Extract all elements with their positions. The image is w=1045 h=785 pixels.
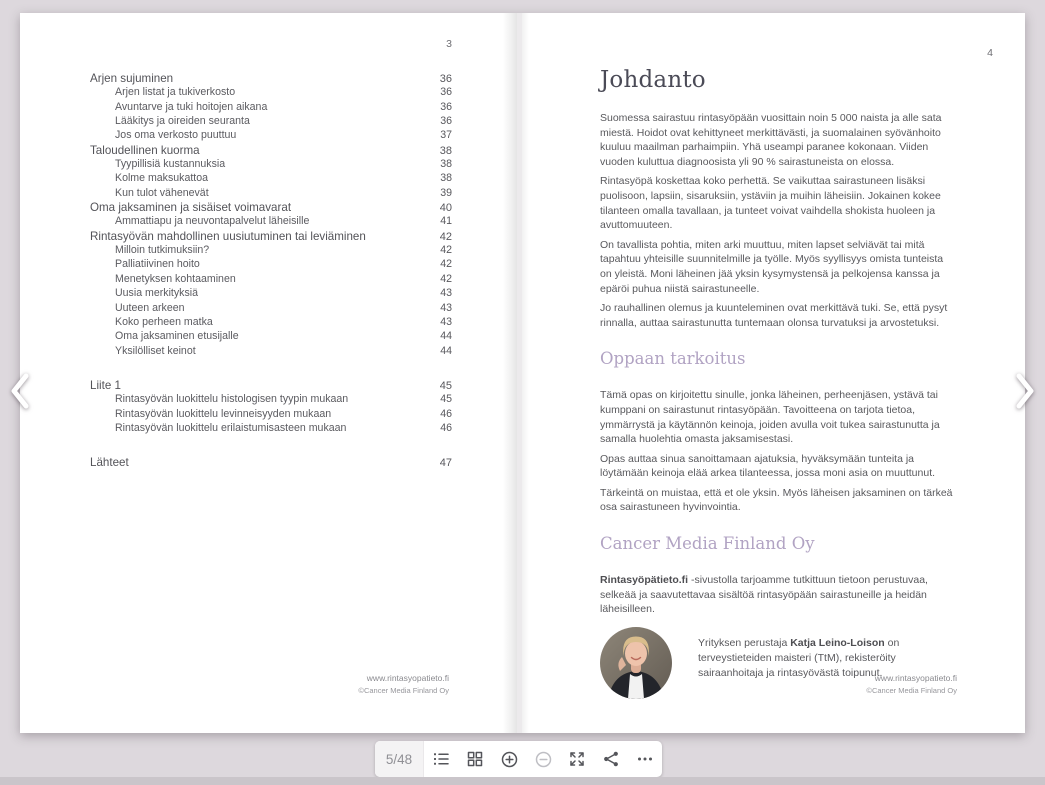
toc	[90, 72, 452, 471]
toc-entry-page: 42	[440, 244, 452, 257]
toc-entry-page: 47	[439, 457, 452, 470]
toc-entry	[90, 158, 452, 172]
toc-entry-label: Rintasyövän mahdollinen uusiutuminen tai leviäminen	[90, 229, 366, 243]
fullscreen-button[interactable]	[560, 741, 594, 777]
toc-entry-label: Rintasyövän luokittelu levinneisyyden mukaan	[115, 407, 332, 420]
toc-entry-page: 43	[440, 315, 452, 328]
toc-entry	[90, 215, 452, 229]
toc-entry	[90, 345, 452, 359]
toc-entry-page: 37	[440, 129, 452, 142]
toc-entry-label: Oma jaksaminen etusijalle	[115, 330, 239, 343]
toc-entry	[90, 201, 452, 215]
toc-entry	[90, 379, 452, 393]
toc-entry	[90, 456, 452, 470]
section-heading-about: Cancer Media Finland Oy	[600, 534, 815, 554]
toc-entry-page: 41	[440, 215, 452, 228]
toc-entry-page: 40	[439, 202, 452, 215]
toc-entry-label: Taloudellinen kuorma	[90, 143, 200, 157]
toc-entry-label: Avuntarve ja tuki hoitojen aikana	[115, 100, 268, 113]
share-button[interactable]	[594, 741, 628, 777]
more-icon	[636, 750, 654, 768]
toc-entry-page: 38	[440, 172, 452, 185]
toc-entry-page: 38	[439, 144, 452, 157]
toc-entry	[90, 316, 452, 330]
viewer-toolbar	[375, 741, 662, 777]
toc-entry-page: 38	[440, 158, 452, 171]
toc-entry-label: Tyypillisiä kustannuksia	[115, 158, 226, 171]
toc-entry	[90, 115, 452, 129]
footer-website: www.rintasyopatieto.fi	[874, 673, 957, 683]
toc-entry-label: Jos oma verkosto puuttuu	[115, 129, 237, 142]
toc-entry-page: 36	[440, 86, 452, 99]
page-title: Johdanto	[600, 67, 706, 93]
toc-entry-page: 42	[439, 230, 452, 243]
footer-copyright: ©Cancer Media Finland Oy	[866, 685, 957, 695]
toc-entry-page: 43	[440, 287, 452, 300]
toc-entry-label: Rintasyövän luokittelu histologisen tyypin mukaan	[115, 393, 349, 406]
toc-entry	[90, 393, 452, 407]
toc-entry	[90, 273, 452, 287]
tarkoitus-paragraphs	[600, 388, 957, 515]
toc-entry-label: Menetyksen kohtaaminen	[115, 272, 236, 285]
page-left-toc[interactable]	[20, 13, 517, 733]
toc-entry-page: 46	[440, 407, 452, 420]
toc-entry	[90, 244, 452, 258]
thumbnails-button[interactable]	[458, 741, 492, 777]
toc-entry-page: 45	[440, 393, 452, 406]
section-heading-tarkoitus: Oppaan tarkoitus	[600, 349, 746, 369]
toc-entry-label: Oma jaksaminen ja sisäiset voimavarat	[90, 201, 292, 215]
toc-entry-label: Lääkitys ja oireiden seuranta	[115, 115, 250, 128]
toc-entry-page: 39	[440, 186, 452, 199]
toc-entry-page: 44	[440, 330, 452, 343]
thumbnail-grid-icon	[466, 750, 484, 768]
toc-entry-page: 36	[440, 100, 452, 113]
footer-website: www.rintasyopatieto.fi	[366, 673, 449, 683]
toc-entry-label: Koko perheen matka	[115, 315, 213, 328]
next-page-button[interactable]	[1012, 371, 1038, 411]
toc-entry	[90, 172, 452, 186]
toc-entry	[90, 129, 452, 143]
toc-entry-page: 36	[440, 115, 452, 128]
footer-copyright: ©Cancer Media Finland Oy	[358, 685, 449, 695]
paragraph: On tavallista pohtia, miten arki muuttuu, miten lapset selviävät tai mitä tapahtuu yhteisille suunnitelmille ja työlle. Myös syyllisyys omista tunteista on yleistä. Moni läheinen jää yksin kysymystensä ja pelkojensa kanssa ja epäröi puhua niistä sairastuneelle.	[600, 238, 944, 295]
zoom-in-button[interactable]	[492, 741, 526, 777]
chevron-right-icon	[1012, 371, 1038, 411]
more-button[interactable]	[628, 741, 662, 777]
page-indicator[interactable]: 5/48	[375, 741, 424, 777]
about-intro	[600, 573, 957, 617]
toc-entry-page: 45	[439, 379, 452, 392]
share-icon	[602, 750, 620, 768]
page-footer-right	[866, 674, 957, 694]
chevron-left-icon	[7, 371, 33, 411]
toc-entry	[90, 330, 452, 344]
paragraph: Rintasyöpä koskettaa koko perhettä. Se vaikuttaa sairastuneen lisäksi puolisoon, lapsiin, sisaruksiin, ystäviin ja muihin läheisiin. Jokainen kokee tilanteen omalla tavallaan, ja tunteet voivat vaihdella shokista huoleen ja avuttomuuteen.	[600, 175, 941, 232]
toc-entry-label: Milloin tutkimuksiin?	[115, 244, 210, 257]
article-content	[600, 13, 957, 699]
toc-entry	[90, 258, 452, 272]
paragraph: Jo rauhallinen olemus ja kuunteleminen ovat merkittävä tuki. Se, että pysyt rinnalla, auttaa sairastunutta tuntemaan olonsa turvatuksi ja arvostetuksi.	[600, 302, 948, 329]
toc-entry-page: 36	[439, 73, 452, 85]
toc-entry	[90, 72, 452, 86]
toc-entry-label: Arjen sujuminen	[90, 72, 174, 85]
toc-entry-label: Uuteen arkeen	[115, 301, 185, 314]
paragraph: Tärkeintä on muistaa, että et ole yksin. Myös läheisen jaksaminen on tärkeä osa sairastuneen hyvinvointia.	[600, 486, 953, 514]
fullscreen-icon	[568, 750, 586, 768]
toc-entry-label: Kolme maksukattoa	[115, 172, 209, 185]
page-number-left: 3	[446, 38, 452, 50]
toc-entry	[90, 187, 452, 201]
toc-entry-label: Kun tulot vähenevät	[115, 186, 209, 199]
toc-entry	[90, 230, 452, 244]
toc-entry-label: Uusia merkityksiä	[115, 287, 199, 300]
zoom-in-icon	[500, 750, 519, 769]
bio-prefix: Yrityksen perustaja	[698, 636, 791, 649]
toc-entry-label: Arjen listat ja tukiverkosto	[115, 86, 236, 99]
toc-entry-page: 46	[440, 421, 452, 434]
bio-name: Katja Leino-Loison	[790, 636, 885, 649]
toc-entry-page: 44	[440, 344, 452, 357]
about-intro-rest: -sivustolla tarjoamme tutkittuun tietoon perustuvaa, selkeää ja saavutettavaa sisältöä rintasyöpään sairastuneille ja heidän läheisilleen.	[600, 574, 928, 616]
intro-paragraphs	[600, 111, 957, 330]
bio-rest: on terveystieteiden maisteri (TtM), rekisteröity sairaanhoitaja ja rintasyövästä toipunut.	[698, 636, 900, 679]
book-spread	[20, 13, 1025, 733]
page-footer-left	[358, 674, 449, 694]
toc-button[interactable]	[424, 741, 458, 777]
toc-entry	[90, 422, 452, 436]
toc-entry-page: 43	[440, 301, 452, 314]
toc-entry-page: 42	[440, 258, 452, 271]
toc-entry	[90, 287, 452, 301]
toc-entry	[90, 101, 452, 115]
toc-entry-label: Rintasyövän luokittelu erilaistumisasteen mukaan	[115, 421, 347, 434]
toc-entry-label: Liite 1	[90, 378, 121, 392]
toc-list-icon	[432, 750, 450, 768]
toc-entry-label: Yksilölliset keinot	[115, 344, 196, 357]
founder-avatar-image	[600, 627, 672, 699]
paragraph: Opas auttaa sinua sanoittamaan ajatuksia, hyväksymään tunteita ja löytämään keinoja elää arkea tilanteessa, jossa moni asia on muuttunut.	[600, 452, 936, 480]
toc-entry-page: 42	[440, 272, 452, 285]
paragraph: Tämä opas on kirjoitettu sinulle, jonka läheinen, perheenjäsen, ystävä tai kumppani on sairastunut rintasyöpään. Tavoitteena on tarjota tietoa, ymmärrystä ja käytännön keinoja, joiden avulla voit tukea sairastunutta ja samalla huolehtia omasta jaksamisestasi.	[600, 389, 940, 446]
zoom-out-icon	[534, 750, 553, 769]
paragraph: Suomessa sairastuu rintasyöpään vuosittain noin 5 000 naista ja alle sata miestä. Hoidot ovat kehittyneet merkittävästi, ja suomalainen syövänhoito kuuluu maailman parhaimpiin. Yhä useampi paranee kokonaan. Viiden vuoden kuluttua diagnoosista yli 90 % sairastuneista on elossa.	[600, 112, 942, 168]
about-intro-bold: Rintasyöpätieto.fi	[600, 574, 689, 587]
page-right-johdanto[interactable]	[522, 13, 1025, 733]
toc-entry	[90, 408, 452, 422]
toc-entry	[90, 302, 452, 316]
toc-entry	[90, 86, 452, 100]
zoom-out-button[interactable]	[526, 741, 560, 777]
prev-page-button[interactable]	[7, 371, 33, 411]
toc-entry	[90, 144, 452, 158]
toc-entry-label: Palliatiivinen hoito	[115, 258, 200, 271]
toc-entry-label: Ammattiapu ja neuvontapalvelut läheisille	[115, 215, 310, 228]
bottom-edge-strip	[0, 777, 1045, 785]
toc-entry-label: Lähteet	[90, 456, 129, 470]
page-number-right: 4	[987, 47, 993, 59]
